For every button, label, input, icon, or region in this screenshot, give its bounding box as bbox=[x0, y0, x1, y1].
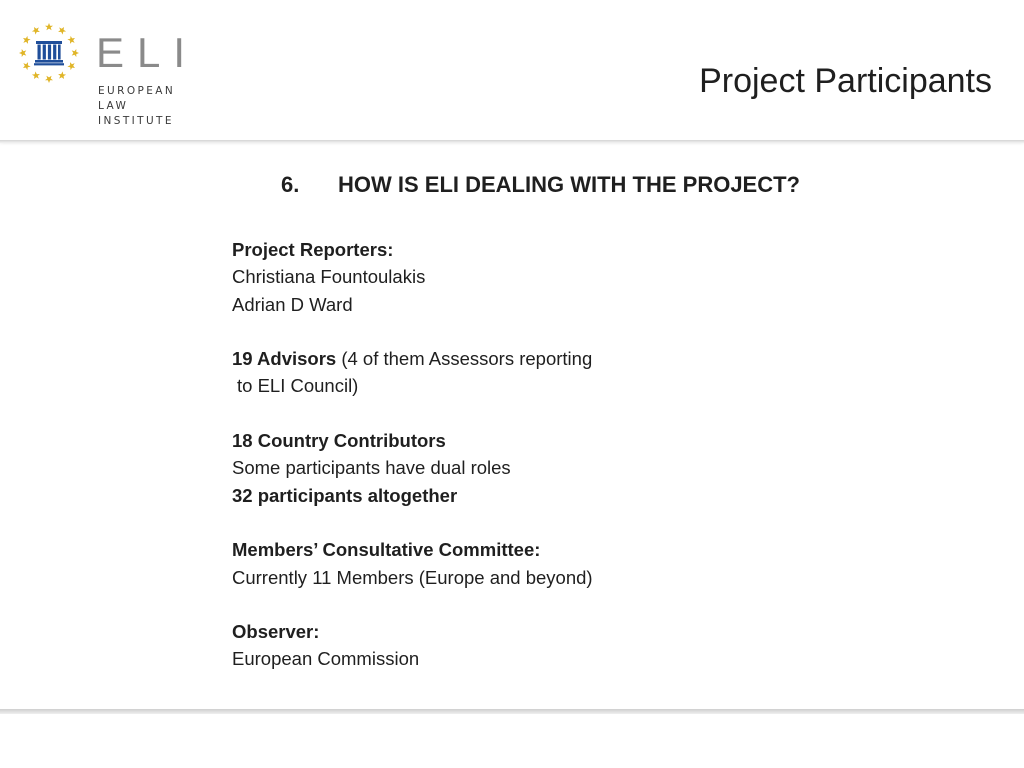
reporter-name: Christiana Fountoulakis bbox=[232, 266, 426, 288]
spacer bbox=[232, 509, 792, 536]
contributors-line: 18 Country Contributors bbox=[232, 430, 446, 452]
section-number: 6. bbox=[281, 172, 300, 197]
reporters-label: Project Reporters: bbox=[232, 239, 394, 260]
section-heading-text: HOW IS ELI DEALING WITH THE PROJECT? bbox=[338, 172, 800, 197]
building-columns bbox=[34, 41, 64, 65]
slide-header bbox=[0, 0, 1024, 140]
advisors-detail-cont: to ELI Council) bbox=[237, 375, 359, 397]
spacer bbox=[232, 318, 792, 345]
eli-logo bbox=[16, 20, 199, 130]
logo-subtitle bbox=[98, 84, 175, 129]
spacer bbox=[232, 400, 792, 427]
slide-title: Project Participants bbox=[699, 62, 992, 100]
logo-wordmark: ELI bbox=[96, 29, 199, 76]
committee-label: Members’ Consultative Committee: bbox=[232, 539, 541, 561]
advisors-line bbox=[232, 345, 792, 372]
advisors-detail: (4 of them Assessors reporting bbox=[336, 348, 593, 370]
slide-content bbox=[232, 236, 792, 673]
participants-total: 32 participants altogether bbox=[232, 484, 458, 506]
eli-emblem-icon bbox=[16, 20, 82, 86]
reporter-name: Adrian D Ward bbox=[232, 293, 353, 315]
spacer bbox=[232, 591, 792, 618]
advisors-count: 19 Advisors bbox=[232, 348, 337, 370]
footer-divider bbox=[0, 709, 1024, 714]
committee-text: Currently 11 Members (Europe and beyond) bbox=[232, 566, 593, 588]
logo-subtitle-line: EUROPEAN bbox=[98, 85, 176, 97]
logo-subtitle-line: LAW bbox=[98, 100, 129, 112]
logo-subtitle-line: INSTITUTE bbox=[98, 115, 174, 127]
dual-roles-note: Some participants have dual roles bbox=[232, 457, 511, 479]
observer-text: European Commission bbox=[232, 648, 420, 670]
observer-label: Observer: bbox=[232, 621, 320, 643]
section-heading bbox=[281, 172, 800, 198]
header-divider bbox=[0, 140, 1024, 143]
